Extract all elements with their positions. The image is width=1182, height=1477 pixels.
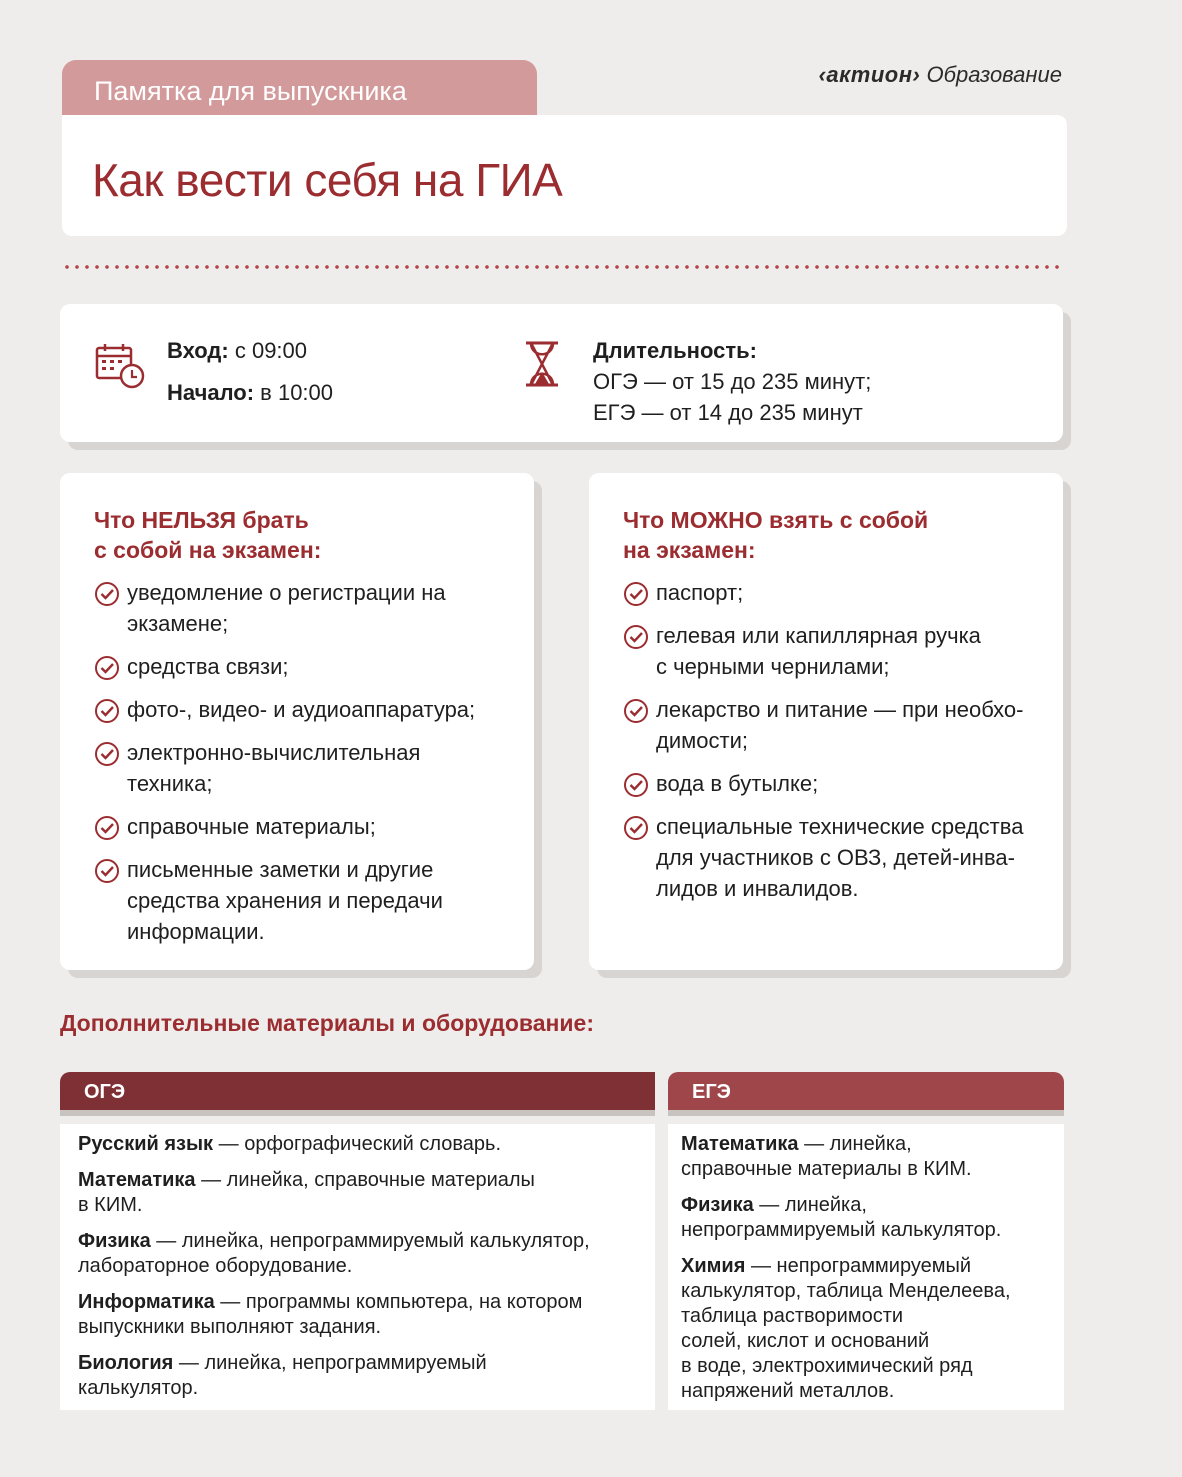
start-time xyxy=(167,378,333,409)
list-item-text: письменные заметки и другие средства хранения и передачи информации. xyxy=(127,857,443,944)
start-value: в 10:00 xyxy=(254,380,334,405)
check-circle-icon xyxy=(94,698,120,724)
list-item-text: специальные технические средства для участников с ОВЗ, детей-инва- лидов и инвалидов. xyxy=(656,814,1024,901)
list-item-text: средства связи; xyxy=(127,654,289,679)
subject-materials: — непрограммируемый калькулятор, таблица Менделеева, таблица растворимости солей, кислот и оснований в воде, электрохимический ряд напряжений металлов. xyxy=(681,1255,1011,1402)
subject-name: Химия xyxy=(681,1255,746,1277)
dotted-divider xyxy=(62,265,1062,269)
memo-tab xyxy=(62,60,537,118)
subject-name: Физика xyxy=(78,1230,151,1252)
list-item xyxy=(681,1132,1064,1182)
start-label: Начало: xyxy=(167,380,255,405)
list-item-text: вода в бутылке; xyxy=(656,771,819,796)
duration-label: Длительность: xyxy=(593,338,757,363)
forbidden-list xyxy=(94,577,534,947)
list-item xyxy=(78,1290,655,1340)
list-item xyxy=(94,854,534,947)
subject-materials: — орфографический словарь. xyxy=(213,1133,502,1155)
hourglass-icon xyxy=(522,340,562,388)
check-circle-icon xyxy=(623,624,649,650)
brand-name: ‹aктион› xyxy=(818,62,921,87)
subject-materials: — линейка, справочные материалы в КИМ. xyxy=(78,1169,535,1216)
ege-header xyxy=(668,1072,1064,1110)
subject-name: Информатика xyxy=(78,1291,215,1313)
subject-name: Математика xyxy=(681,1133,799,1155)
title-card xyxy=(62,115,1067,236)
check-circle-icon xyxy=(623,581,649,607)
list-item xyxy=(94,651,534,682)
list-item-text: паспорт; xyxy=(656,580,744,605)
subject-materials: — линейка, непрограммируемый калькулятор, лабораторное оборудование. xyxy=(78,1230,590,1277)
oge-header-shadow xyxy=(60,1110,655,1116)
list-item-text: уведомление о регистрации на экзамене; xyxy=(127,580,446,636)
list-item xyxy=(94,577,534,639)
allowed-list xyxy=(623,577,1063,904)
check-circle-icon xyxy=(94,655,120,681)
list-item xyxy=(623,620,1063,682)
check-circle-icon xyxy=(623,698,649,724)
list-item xyxy=(94,811,534,842)
brand-logo xyxy=(819,62,1062,88)
duration-oge: ОГЭ — от 15 до 235 минут; xyxy=(593,368,872,394)
entry-time xyxy=(167,336,307,367)
list-item-text: электронно-вычислительная техника; xyxy=(127,740,421,796)
check-circle-icon xyxy=(94,858,120,884)
page-title: Как вести себя на ГИА xyxy=(92,154,563,206)
subject-name: Математика xyxy=(78,1169,196,1191)
list-item xyxy=(623,577,1063,608)
memo-tab-label: Памятка для выпускника xyxy=(94,76,407,106)
list-item xyxy=(78,1168,655,1218)
check-circle-icon xyxy=(623,815,649,841)
subject-name: Биология xyxy=(78,1352,174,1374)
list-item xyxy=(78,1351,655,1401)
entry-value: с 09:00 xyxy=(228,338,308,363)
brand-suffix: Образование xyxy=(926,62,1062,87)
list-item xyxy=(94,737,534,799)
check-circle-icon xyxy=(94,581,120,607)
oge-label: ОГЭ xyxy=(84,1081,126,1103)
entry-label: Вход: xyxy=(167,338,229,363)
subject-name: Физика xyxy=(681,1194,754,1216)
list-item-text: лекарство и питание — при необхо- димости; xyxy=(656,697,1024,753)
schedule-card xyxy=(60,304,1063,442)
list-item xyxy=(78,1229,655,1279)
duration-ege: ЕГЭ — от 14 до 235 минут xyxy=(593,399,863,425)
allowed-title: Что МОЖНО взять с собой на экзамен: xyxy=(623,507,929,563)
list-item xyxy=(94,694,534,725)
subject-materials: — линейка, непрограммируемый калькулятор. xyxy=(681,1194,1002,1241)
forbidden-title: Что НЕЛЬЗЯ брать с собой на экзамен: xyxy=(94,507,322,563)
list-item-text: справочные материалы; xyxy=(127,814,376,839)
list-item xyxy=(681,1254,1064,1404)
check-circle-icon xyxy=(623,772,649,798)
subject-materials: — линейка, справочные материалы в КИМ. xyxy=(681,1133,972,1180)
list-item-text: фото-, видео- и аудиоаппаратура; xyxy=(127,697,476,722)
subject-materials: — программы компьютера, на котором выпускники выполняют задания. xyxy=(78,1291,583,1338)
list-item xyxy=(78,1132,655,1157)
list-item xyxy=(623,694,1063,756)
list-item-text: гелевая или капиллярная ручка с черными чернилами; xyxy=(656,623,981,679)
check-circle-icon xyxy=(94,815,120,841)
oge-materials xyxy=(60,1124,655,1410)
ege-label: ЕГЭ xyxy=(692,1081,731,1103)
check-circle-icon xyxy=(94,741,120,767)
subject-name: Русский язык xyxy=(78,1133,214,1155)
allowed-card xyxy=(589,473,1063,970)
list-item xyxy=(623,768,1063,799)
forbidden-card xyxy=(60,473,534,970)
list-item xyxy=(681,1193,1064,1243)
ege-header-shadow xyxy=(668,1110,1064,1116)
list-item xyxy=(623,811,1063,904)
ege-materials xyxy=(668,1124,1064,1410)
additional-title: Дополнительные материалы и оборудование: xyxy=(60,1010,594,1036)
oge-header xyxy=(60,1072,655,1110)
duration-block xyxy=(593,336,871,428)
subject-materials: — линейка, непрограммируемый калькулятор. xyxy=(78,1352,487,1399)
calendar-clock-icon xyxy=(94,341,146,391)
